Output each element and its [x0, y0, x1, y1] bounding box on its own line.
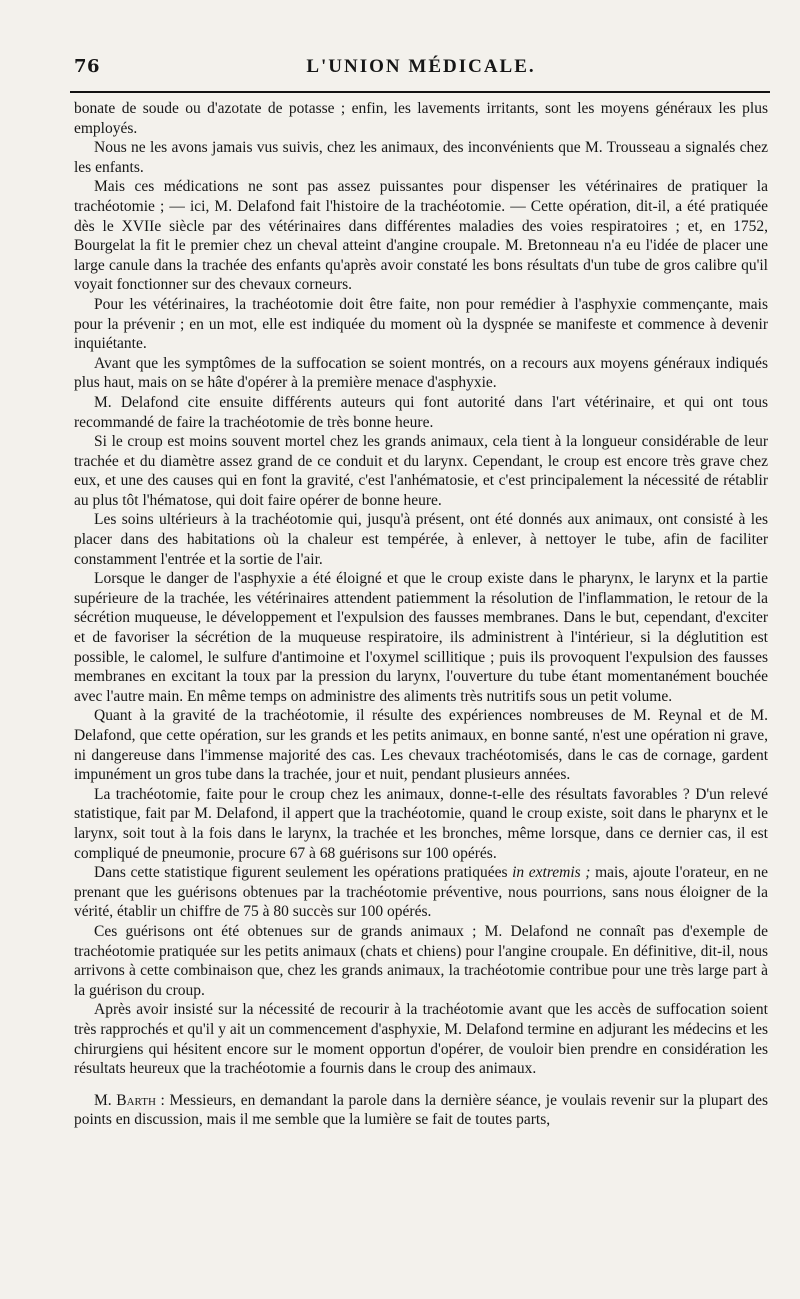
- paragraph: Si le croup est moins souvent mortel chez les grands animaux, cela tient à la longueur considérable de leur trachée et du diamètre assez grand de ce conduit et du larynx. Cependant, le croup est encore très grave chez eux, et une des causes qui en font la gravité, c'est l'anhématosie, et c'est principalement la nécessité de rétablir au plus tôt l'hématose, qui doit faire opérer de bonne heure.: [74, 433, 768, 509]
- paragraph: Avant que les symptômes de la suffocation se soient montrés, on a recours aux moyens généraux indiqués plus haut, mais on se hâte d'opérer à la première menace d'asphyxie.: [74, 354, 768, 392]
- paragraph: Quant à la gravité de la trachéotomie, il résulte des expériences nombreuses de M. Reynal et de M. Delafond, que cette opération, sur les grands et les petits animaux, en bonne santé, n'est une opération ni grave, ni dangereuse dans l'immense majorité des cas. Les chevaux trachéotomisés, dans le cas de cornage, gardent impunément un gros tube dans la trachée, jour et nuit, pendant plusieurs années.: [74, 707, 768, 784]
- italic-phrase: in extremis ;: [512, 864, 591, 882]
- paragraph: Pour les vétérinaires, la trachéotomie doit être faite, non pour remédier à l'asphyxie commençante, mais pour la prévenir ; en un mot, elle est indiquée du moment où la dyspnée se manifeste et commence à devenir inquiétante.: [74, 295, 768, 353]
- paragraph-text: mais, ajoute l'orateur, en ne prenant que les guérisons obtenues par la trachéotomie préventive, nous pourrions, sans nous éloigner de la vérité, établir un chiffre de 75 à 80 succès sur 100 opérés.: [74, 864, 768, 921]
- page-header: [74, 56, 768, 90]
- paragraph: Les soins ultérieurs à la trachéotomie qui, jusqu'à présent, ont été donnés aux animaux, ont consisté à les placer dans des habitations où la chaleur est tempérée, à enlever, à nettoyer le tube, afin de faciliter constamment l'entrée et la sortie de l'air.: [74, 511, 768, 568]
- running-title: L'UNION MÉDICALE.: [306, 56, 536, 77]
- speaker-name: M. Barth: [94, 1091, 156, 1109]
- paragraph: Après avoir insisté sur la nécessité de recourir à la trachéotomie avant que les accès de suffocation soient très rapprochés et qu'il y ait un commencement d'asphyxie, M. Delafond termine en adjurant les médecins et les chirurgiens qui hésitent encore sur le moment opportun d'opérer, de vouloir bien prendre en considération les résultats heureux que la trachéotomie a fournis dans le croup des animaux.: [74, 1001, 768, 1078]
- header-rule: [70, 91, 770, 93]
- paragraph-text: Dans cette statistique figurent seulement les opérations pratiquées: [94, 864, 513, 882]
- article-body: [74, 99, 768, 1130]
- paragraph: La trachéotomie, faite pour le croup chez les animaux, donne-t-elle des résultats favorables ? D'un relevé statistique, fait par M. Delafond, il appert que la trachéotomie, quand le croup existe, soit dans le pharynx et le larynx, soit tout à la fois dans le larynx, la trachée et les bronches, même lorsque, dans ce dernier cas, il est compliqué de pneumonie, procure 67 à 68 guérisons sur 100 opérés.: [74, 785, 768, 862]
- paragraph-barth: [74, 1091, 768, 1130]
- paragraph: Lorsque le danger de l'asphyxie a été éloigné et que le croup existe dans le pharynx, le larynx et la partie supérieure de la trachée, les vétérinaires attendent patiemment la résolution de l'inflammation, le retour de la sécrétion muqueuse, le développement et l'expulsion des fausses membranes. Dans le but, cependant, d'exciter et de favoriser la sécrétion de la muqueuse respiratoire, ils administrent à l'intérieur, si la déglutition est possible, le calomel, le sulfure d'antimoine et l'oxymel scillitique ; puis ils provoquent l'expulsion des fausses membranes en excitant la toux par la pression du larynx, l'ouverture du tube étant momentanément bouchée avec l'autre main. En même temps on administre des aliments très nutritifs sous un petit volume.: [74, 570, 768, 705]
- paragraph: Nous ne les avons jamais vus suivis, chez les animaux, des inconvénients que M. Trousseau a signalés chez les enfants.: [74, 139, 768, 176]
- page-number: 76: [74, 56, 101, 77]
- paragraph: Mais ces médications ne sont pas assez puissantes pour dispenser les vétérinaires de pratiquer la trachéotomie ; — ici, M. Delafond fait l'histoire de la trachéotomie. — Cette opération, dit-il, a été pratiquée dès le XVIIe siècle par des vétérinaires dans différentes maladies des voies respiratoires ; et, en 1752, Bourgelat la fit le premier chez un cheval atteint d'angine croupale. M. Bretonneau n'a eu l'idée de placer une large canule dans la trachée des enfants qu'après avoir constaté les bons résultats d'un tube de gros calibre qu'il voyait fonctionner sur des chevaux corneurs.: [74, 178, 768, 294]
- paragraph: M. Delafond cite ensuite différents auteurs qui font autorité dans l'art vétérinaire, et qui ont tous recommandé de faire la trachéotomie de très bonne heure.: [74, 393, 768, 431]
- paragraph-in-extremis: [74, 863, 768, 922]
- paragraph: Ces guérisons ont été obtenues sur de grands animaux ; M. Delafond ne connaît pas d'exemple de trachéotomie pratiquée sur les petits animaux (chats et chiens) pour l'angine croupale. En définitive, dit-il, nous arrivons à cette combinaison que, chez les grands animaux, la trachéotomie contribue pour une très large part à la guérison du croup.: [74, 922, 768, 999]
- paragraph: bonate de soude ou d'azotate de potasse ; enfin, les lavements irritants, sont les moyens généraux les plus employés.: [74, 100, 768, 137]
- paragraph-text: : Messieurs, en demandant la parole dans la dernière séance, je voulais revenir sur la plupart des points en discussion, mais il me semble que la lumière se fait de toutes parts,: [74, 1091, 769, 1129]
